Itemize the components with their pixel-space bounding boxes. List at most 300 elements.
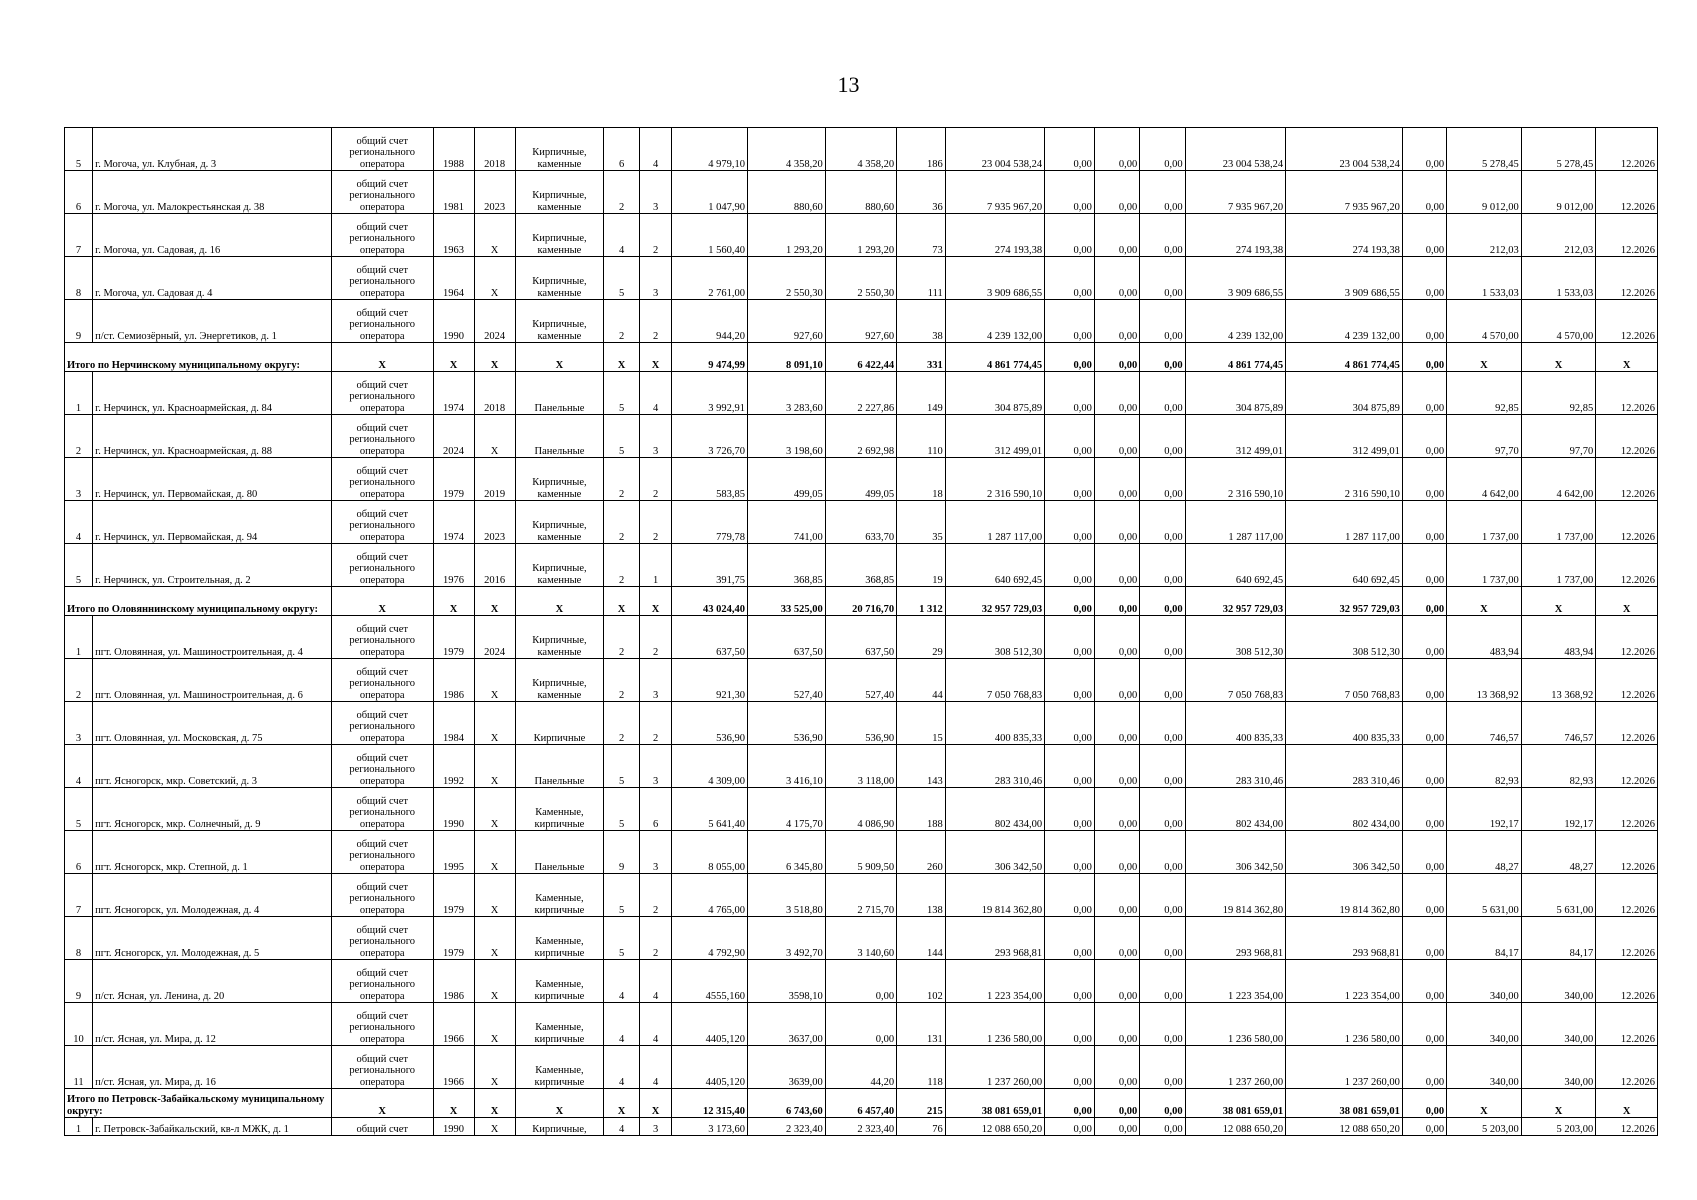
year-built-cell: Х <box>433 343 474 372</box>
fund-cell: 0,00 <box>1045 415 1095 458</box>
residents-cell: 36 <box>897 171 946 214</box>
private-area-cell: 527,40 <box>825 659 896 702</box>
cost-total-cell: 7 935 967,20 <box>945 171 1044 214</box>
living-area-cell: 499,05 <box>747 458 825 501</box>
unit-cost-limit-cell: 5 278,45 <box>1521 128 1596 171</box>
table-row <box>65 372 1658 415</box>
cost-total-cell: 4 861 774,45 <box>945 343 1044 372</box>
cost-total-cell: 7 050 768,83 <box>945 659 1044 702</box>
budget-local-cell: 0,00 <box>1140 343 1185 372</box>
year-built-cell: Х <box>433 587 474 616</box>
private-area-cell: 20 716,70 <box>825 587 896 616</box>
budget-region-cell: 0,00 <box>1094 257 1139 300</box>
deadline-cell: 12.2026 <box>1596 415 1658 458</box>
unit-cost-cell: 9 012,00 <box>1447 171 1522 214</box>
unit-cost-limit-cell: 92,85 <box>1521 372 1596 415</box>
residents-cell: 186 <box>897 128 946 171</box>
deadline-cell: 12.2026 <box>1596 874 1658 917</box>
unit-cost-limit-cell: 82,93 <box>1521 745 1596 788</box>
fund-account-cell: 312 499,01 <box>1286 415 1403 458</box>
row-number-cell: 5 <box>65 788 93 831</box>
row-number-cell: 4 <box>65 745 93 788</box>
entrances-cell: 2 <box>639 300 671 343</box>
cost-total-cell: 38 081 659,01 <box>945 1089 1044 1118</box>
year-repair-cell: 2016 <box>474 544 515 587</box>
year-repair-cell: Х <box>474 917 515 960</box>
address-cell: пгт. Ясногорск, мкр. Советский, д. 3 <box>93 745 332 788</box>
address-cell: пгт. Ясногорск, мкр. Степной, д. 1 <box>93 831 332 874</box>
account-cell: Х <box>331 343 433 372</box>
budget-region-cell: 0,00 <box>1094 745 1139 788</box>
wall-material-cell: Каменные, кирпичные <box>515 874 604 917</box>
owners-funds-cell: 274 193,38 <box>1185 214 1286 257</box>
cost-total-cell: 640 692,45 <box>945 544 1044 587</box>
residents-cell: 110 <box>897 415 946 458</box>
budget-region-cell: 0,00 <box>1094 458 1139 501</box>
floors-cell: 5 <box>604 874 640 917</box>
account-cell: общий счет регионального оператора <box>331 831 433 874</box>
fund-account-cell: 1 237 260,00 <box>1286 1046 1403 1089</box>
year-built-cell: 2024 <box>433 415 474 458</box>
budget-region-cell: 0,00 <box>1094 501 1139 544</box>
year-built-cell: 1986 <box>433 960 474 1003</box>
cost-total-cell: 2 316 590,10 <box>945 458 1044 501</box>
fund-cell: 0,00 <box>1045 1118 1095 1136</box>
budget-region-cell: 0,00 <box>1094 702 1139 745</box>
wall-material-cell: Каменные, кирпичные <box>515 1003 604 1046</box>
account-cell: общий счет регионального оператора <box>331 917 433 960</box>
other-funds-cell: 0,00 <box>1402 616 1446 659</box>
owners-funds-cell: 306 342,50 <box>1185 831 1286 874</box>
private-area-cell: 499,05 <box>825 458 896 501</box>
residents-cell: 18 <box>897 458 946 501</box>
total-area-cell: 944,20 <box>672 300 748 343</box>
row-number-cell: 7 <box>65 214 93 257</box>
total-area-cell: 43 024,40 <box>672 587 748 616</box>
fund-cell: 0,00 <box>1045 616 1095 659</box>
table-row <box>65 171 1658 214</box>
year-built-cell: 1995 <box>433 831 474 874</box>
floors-cell: 5 <box>604 415 640 458</box>
year-built-cell: 1984 <box>433 702 474 745</box>
living-area-cell: 8 091,10 <box>747 343 825 372</box>
account-cell: общий счет регионального оператора <box>331 458 433 501</box>
account-cell: общий счет регионального оператора <box>331 300 433 343</box>
year-repair-cell: Х <box>474 257 515 300</box>
address-cell: п/ст. Ясная, ул. Мира, д. 16 <box>93 1046 332 1089</box>
account-cell: общий счет регионального оператора <box>331 372 433 415</box>
other-funds-cell: 0,00 <box>1402 917 1446 960</box>
deadline-cell: 12.2026 <box>1596 702 1658 745</box>
fund-cell: 0,00 <box>1045 917 1095 960</box>
budget-local-cell: 0,00 <box>1140 458 1185 501</box>
year-built-cell: 1979 <box>433 917 474 960</box>
unit-cost-cell: 84,17 <box>1447 917 1522 960</box>
table-row <box>65 616 1658 659</box>
address-cell: пгт. Оловянная, ул. Московская, д. 75 <box>93 702 332 745</box>
account-cell: общий счет регионального оператора <box>331 788 433 831</box>
year-repair-cell: Х <box>474 587 515 616</box>
table-row <box>65 214 1658 257</box>
cost-total-cell: 283 310,46 <box>945 745 1044 788</box>
fund-account-cell: 308 512,30 <box>1286 616 1403 659</box>
wall-material-cell: Х <box>515 587 604 616</box>
residents-cell: 19 <box>897 544 946 587</box>
unit-cost-cell: 340,00 <box>1447 1046 1522 1089</box>
entrances-cell: 3 <box>639 171 671 214</box>
fund-account-cell: 12 088 650,20 <box>1286 1118 1403 1136</box>
wall-material-cell: Кирпичные, каменные <box>515 257 604 300</box>
row-number-cell: 9 <box>65 960 93 1003</box>
residents-cell: 15 <box>897 702 946 745</box>
year-repair-cell: Х <box>474 702 515 745</box>
other-funds-cell: 0,00 <box>1402 214 1446 257</box>
table-row <box>65 702 1658 745</box>
budget-local-cell: 0,00 <box>1140 1089 1185 1118</box>
unit-cost-limit-cell: 340,00 <box>1521 960 1596 1003</box>
living-area-cell: 3 198,60 <box>747 415 825 458</box>
other-funds-cell: 0,00 <box>1402 257 1446 300</box>
entrances-cell: 4 <box>639 1046 671 1089</box>
floors-cell: 4 <box>604 214 640 257</box>
private-area-cell: 3 140,60 <box>825 917 896 960</box>
budget-local-cell: 0,00 <box>1140 257 1185 300</box>
cost-total-cell: 1 287 117,00 <box>945 501 1044 544</box>
year-repair-cell: Х <box>474 745 515 788</box>
unit-cost-limit-cell: 48,27 <box>1521 831 1596 874</box>
address-cell: г. Нерчинск, ул. Строительная, д. 2 <box>93 544 332 587</box>
row-number-cell: 3 <box>65 458 93 501</box>
owners-funds-cell: 1 287 117,00 <box>1185 501 1286 544</box>
living-area-cell: 3637,00 <box>747 1003 825 1046</box>
entrances-cell: Х <box>639 343 671 372</box>
floors-cell: 5 <box>604 745 640 788</box>
budget-local-cell: 0,00 <box>1140 171 1185 214</box>
unit-cost-cell: 4 570,00 <box>1447 300 1522 343</box>
unit-cost-limit-cell: 5 203,00 <box>1521 1118 1596 1136</box>
account-cell: общий счет <box>331 1118 433 1136</box>
floors-cell: Х <box>604 587 640 616</box>
fund-account-cell: 274 193,38 <box>1286 214 1403 257</box>
housing-repair-table <box>64 127 1658 1136</box>
fund-account-cell: 293 968,81 <box>1286 917 1403 960</box>
table-row <box>65 874 1658 917</box>
total-area-cell: 12 315,40 <box>672 1089 748 1118</box>
entrances-cell: 3 <box>639 745 671 788</box>
row-number-cell: 7 <box>65 874 93 917</box>
private-area-cell: 2 550,30 <box>825 257 896 300</box>
wall-material-cell: Кирпичные, каменные <box>515 616 604 659</box>
total-row <box>65 343 1658 372</box>
year-repair-cell: Х <box>474 874 515 917</box>
budget-local-cell: 0,00 <box>1140 501 1185 544</box>
fund-cell: 0,00 <box>1045 1003 1095 1046</box>
fund-cell: 0,00 <box>1045 372 1095 415</box>
row-number-cell: 6 <box>65 171 93 214</box>
deadline-cell: 12.2026 <box>1596 917 1658 960</box>
year-repair-cell: Х <box>474 960 515 1003</box>
owners-funds-cell: 12 088 650,20 <box>1185 1118 1286 1136</box>
cost-total-cell: 1 236 580,00 <box>945 1003 1044 1046</box>
table-row <box>65 544 1658 587</box>
cost-total-cell: 312 499,01 <box>945 415 1044 458</box>
year-repair-cell: Х <box>474 1003 515 1046</box>
wall-material-cell: Кирпичные, каменные <box>515 458 604 501</box>
account-cell: общий счет регионального оператора <box>331 960 433 1003</box>
deadline-cell: 12.2026 <box>1596 1003 1658 1046</box>
account-cell: Х <box>331 587 433 616</box>
deadline-cell: 12.2026 <box>1596 1046 1658 1089</box>
private-area-cell: 0,00 <box>825 960 896 1003</box>
residents-cell: 118 <box>897 1046 946 1089</box>
budget-region-cell: 0,00 <box>1094 616 1139 659</box>
budget-region-cell: 0,00 <box>1094 415 1139 458</box>
table-row <box>65 1003 1658 1046</box>
living-area-cell: 536,90 <box>747 702 825 745</box>
unit-cost-cell: 340,00 <box>1447 1003 1522 1046</box>
budget-region-cell: 0,00 <box>1094 917 1139 960</box>
row-number-cell: 8 <box>65 257 93 300</box>
other-funds-cell: 0,00 <box>1402 788 1446 831</box>
fund-cell: 0,00 <box>1045 659 1095 702</box>
private-area-cell: 44,20 <box>825 1046 896 1089</box>
living-area-cell: 6 743,60 <box>747 1089 825 1118</box>
fund-account-cell: 306 342,50 <box>1286 831 1403 874</box>
table-row <box>65 659 1658 702</box>
wall-material-cell: Х <box>515 343 604 372</box>
deadline-cell: 12.2026 <box>1596 831 1658 874</box>
owners-funds-cell: 283 310,46 <box>1185 745 1286 788</box>
wall-material-cell: Кирпичные, каменные <box>515 214 604 257</box>
year-built-cell: 1966 <box>433 1046 474 1089</box>
account-cell: общий счет регионального оператора <box>331 1003 433 1046</box>
cost-total-cell: 23 004 538,24 <box>945 128 1044 171</box>
living-area-cell: 2 323,40 <box>747 1118 825 1136</box>
other-funds-cell: 0,00 <box>1402 128 1446 171</box>
unit-cost-cell: Х <box>1447 587 1522 616</box>
residents-cell: 131 <box>897 1003 946 1046</box>
budget-local-cell: 0,00 <box>1140 831 1185 874</box>
floors-cell: 2 <box>604 501 640 544</box>
unit-cost-cell: Х <box>1447 343 1522 372</box>
total-area-cell: 5 641,40 <box>672 788 748 831</box>
living-area-cell: 527,40 <box>747 659 825 702</box>
fund-account-cell: 802 434,00 <box>1286 788 1403 831</box>
cost-total-cell: 4 239 132,00 <box>945 300 1044 343</box>
owners-funds-cell: 32 957 729,03 <box>1185 587 1286 616</box>
total-area-cell: 3 992,91 <box>672 372 748 415</box>
total-area-cell: 4555,160 <box>672 960 748 1003</box>
year-repair-cell: 2024 <box>474 616 515 659</box>
cost-total-cell: 802 434,00 <box>945 788 1044 831</box>
address-cell: пгт. Оловянная, ул. Машиностроительная, д. 6 <box>93 659 332 702</box>
fund-cell: 0,00 <box>1045 128 1095 171</box>
owners-funds-cell: 293 968,81 <box>1185 917 1286 960</box>
account-cell: общий счет регионального оператора <box>331 874 433 917</box>
private-area-cell: 6 422,44 <box>825 343 896 372</box>
year-repair-cell: Х <box>474 659 515 702</box>
unit-cost-limit-cell: 746,57 <box>1521 702 1596 745</box>
row-number-cell: 6 <box>65 831 93 874</box>
fund-cell: 0,00 <box>1045 874 1095 917</box>
budget-region-cell: 0,00 <box>1094 544 1139 587</box>
year-repair-cell: 2024 <box>474 300 515 343</box>
address-cell: п/ст. Семиозёрный, ул. Энергетиков, д. 1 <box>93 300 332 343</box>
private-area-cell: 2 227,86 <box>825 372 896 415</box>
unit-cost-cell: 92,85 <box>1447 372 1522 415</box>
fund-account-cell: 7 050 768,83 <box>1286 659 1403 702</box>
budget-region-cell: 0,00 <box>1094 1089 1139 1118</box>
entrances-cell: 3 <box>639 831 671 874</box>
unit-cost-cell: 1 737,00 <box>1447 501 1522 544</box>
total-row <box>65 587 1658 616</box>
owners-funds-cell: 312 499,01 <box>1185 415 1286 458</box>
private-area-cell: 637,50 <box>825 616 896 659</box>
living-area-cell: 33 525,00 <box>747 587 825 616</box>
unit-cost-cell: 48,27 <box>1447 831 1522 874</box>
living-area-cell: 3 283,60 <box>747 372 825 415</box>
other-funds-cell: 0,00 <box>1402 587 1446 616</box>
table-row <box>65 745 1658 788</box>
living-area-cell: 4 358,20 <box>747 128 825 171</box>
deadline-cell: 12.2026 <box>1596 659 1658 702</box>
table-row <box>65 415 1658 458</box>
fund-cell: 0,00 <box>1045 745 1095 788</box>
year-repair-cell: Х <box>474 1118 515 1136</box>
fund-account-cell: 38 081 659,01 <box>1286 1089 1403 1118</box>
year-repair-cell: 2023 <box>474 171 515 214</box>
wall-material-cell: Кирпичные, каменные <box>515 300 604 343</box>
unit-cost-cell: 1 737,00 <box>1447 544 1522 587</box>
entrances-cell: 2 <box>639 616 671 659</box>
floors-cell: 6 <box>604 128 640 171</box>
wall-material-cell: Х <box>515 1089 604 1118</box>
budget-region-cell: 0,00 <box>1094 128 1139 171</box>
unit-cost-cell: 1 533,03 <box>1447 257 1522 300</box>
other-funds-cell: 0,00 <box>1402 702 1446 745</box>
total-area-cell: 3 173,60 <box>672 1118 748 1136</box>
unit-cost-cell: 97,70 <box>1447 415 1522 458</box>
owners-funds-cell: 304 875,89 <box>1185 372 1286 415</box>
address-cell: г. Могоча, ул. Малокрестьянская д. 38 <box>93 171 332 214</box>
fund-cell: 0,00 <box>1045 501 1095 544</box>
unit-cost-cell: 5 278,45 <box>1447 128 1522 171</box>
entrances-cell: 2 <box>639 917 671 960</box>
account-cell: общий счет регионального оператора <box>331 171 433 214</box>
table-row <box>65 1118 1658 1136</box>
other-funds-cell: 0,00 <box>1402 745 1446 788</box>
deadline-cell: Х <box>1596 1089 1658 1118</box>
address-cell: пгт. Ясногорск, ул. Молодежная, д. 4 <box>93 874 332 917</box>
deadline-cell: 12.2026 <box>1596 300 1658 343</box>
residents-cell: 260 <box>897 831 946 874</box>
residents-cell: 29 <box>897 616 946 659</box>
year-built-cell: 1976 <box>433 544 474 587</box>
row-number-cell: 4 <box>65 501 93 544</box>
year-built-cell: 1992 <box>433 745 474 788</box>
fund-cell: 0,00 <box>1045 960 1095 1003</box>
other-funds-cell: 0,00 <box>1402 501 1446 544</box>
fund-cell: 0,00 <box>1045 788 1095 831</box>
entrances-cell: 1 <box>639 544 671 587</box>
fund-cell: 0,00 <box>1045 214 1095 257</box>
residents-cell: 144 <box>897 917 946 960</box>
owners-funds-cell: 1 236 580,00 <box>1185 1003 1286 1046</box>
fund-account-cell: 19 814 362,80 <box>1286 874 1403 917</box>
budget-region-cell: 0,00 <box>1094 587 1139 616</box>
floors-cell: 9 <box>604 831 640 874</box>
address-cell: г. Могоча, ул. Садовая, д. 16 <box>93 214 332 257</box>
fund-cell: 0,00 <box>1045 1046 1095 1089</box>
entrances-cell: 6 <box>639 788 671 831</box>
address-cell: пгт. Оловянная, ул. Машиностроительная, д. 4 <box>93 616 332 659</box>
account-cell: Х <box>331 1089 433 1118</box>
fund-cell: 0,00 <box>1045 171 1095 214</box>
floors-cell: 4 <box>604 1046 640 1089</box>
budget-region-cell: 0,00 <box>1094 1046 1139 1089</box>
budget-local-cell: 0,00 <box>1140 544 1185 587</box>
table-row <box>65 831 1658 874</box>
private-area-cell: 633,70 <box>825 501 896 544</box>
entrances-cell: Х <box>639 1089 671 1118</box>
year-built-cell: Х <box>433 1089 474 1118</box>
owners-funds-cell: 19 814 362,80 <box>1185 874 1286 917</box>
unit-cost-cell: 192,17 <box>1447 788 1522 831</box>
address-cell: г. Нерчинск, ул. Красноармейская, д. 88 <box>93 415 332 458</box>
budget-region-cell: 0,00 <box>1094 960 1139 1003</box>
year-repair-cell: Х <box>474 1089 515 1118</box>
budget-region-cell: 0,00 <box>1094 659 1139 702</box>
wall-material-cell: Кирпичные, <box>515 1118 604 1136</box>
other-funds-cell: 0,00 <box>1402 960 1446 1003</box>
residents-cell: 73 <box>897 214 946 257</box>
private-area-cell: 536,90 <box>825 702 896 745</box>
year-repair-cell: 2023 <box>474 501 515 544</box>
entrances-cell: 3 <box>639 1118 671 1136</box>
owners-funds-cell: 4 239 132,00 <box>1185 300 1286 343</box>
private-area-cell: 2 715,70 <box>825 874 896 917</box>
residents-cell: 138 <box>897 874 946 917</box>
deadline-cell: 12.2026 <box>1596 171 1658 214</box>
deadline-cell: Х <box>1596 587 1658 616</box>
total-label-cell: Итого по Оловяннинскому муниципальному округу: <box>65 587 332 616</box>
other-funds-cell: 0,00 <box>1402 343 1446 372</box>
cost-total-cell: 12 088 650,20 <box>945 1118 1044 1136</box>
owners-funds-cell: 38 081 659,01 <box>1185 1089 1286 1118</box>
entrances-cell: 2 <box>639 702 671 745</box>
account-cell: общий счет регионального оператора <box>331 501 433 544</box>
fund-cell: 0,00 <box>1045 544 1095 587</box>
floors-cell: 5 <box>604 917 640 960</box>
budget-local-cell: 0,00 <box>1140 917 1185 960</box>
entrances-cell: 3 <box>639 659 671 702</box>
unit-cost-limit-cell: 1 737,00 <box>1521 501 1596 544</box>
total-area-cell: 391,75 <box>672 544 748 587</box>
cost-total-cell: 274 193,38 <box>945 214 1044 257</box>
private-area-cell: 368,85 <box>825 544 896 587</box>
row-number-cell: 1 <box>65 372 93 415</box>
budget-local-cell: 0,00 <box>1140 616 1185 659</box>
deadline-cell: 12.2026 <box>1596 544 1658 587</box>
page-number: 13 <box>837 72 860 97</box>
fund-account-cell: 4 239 132,00 <box>1286 300 1403 343</box>
total-area-cell: 4 792,90 <box>672 917 748 960</box>
other-funds-cell: 0,00 <box>1402 415 1446 458</box>
residents-cell: 111 <box>897 257 946 300</box>
total-area-cell: 536,90 <box>672 702 748 745</box>
entrances-cell: 2 <box>639 874 671 917</box>
floors-cell: Х <box>604 1089 640 1118</box>
